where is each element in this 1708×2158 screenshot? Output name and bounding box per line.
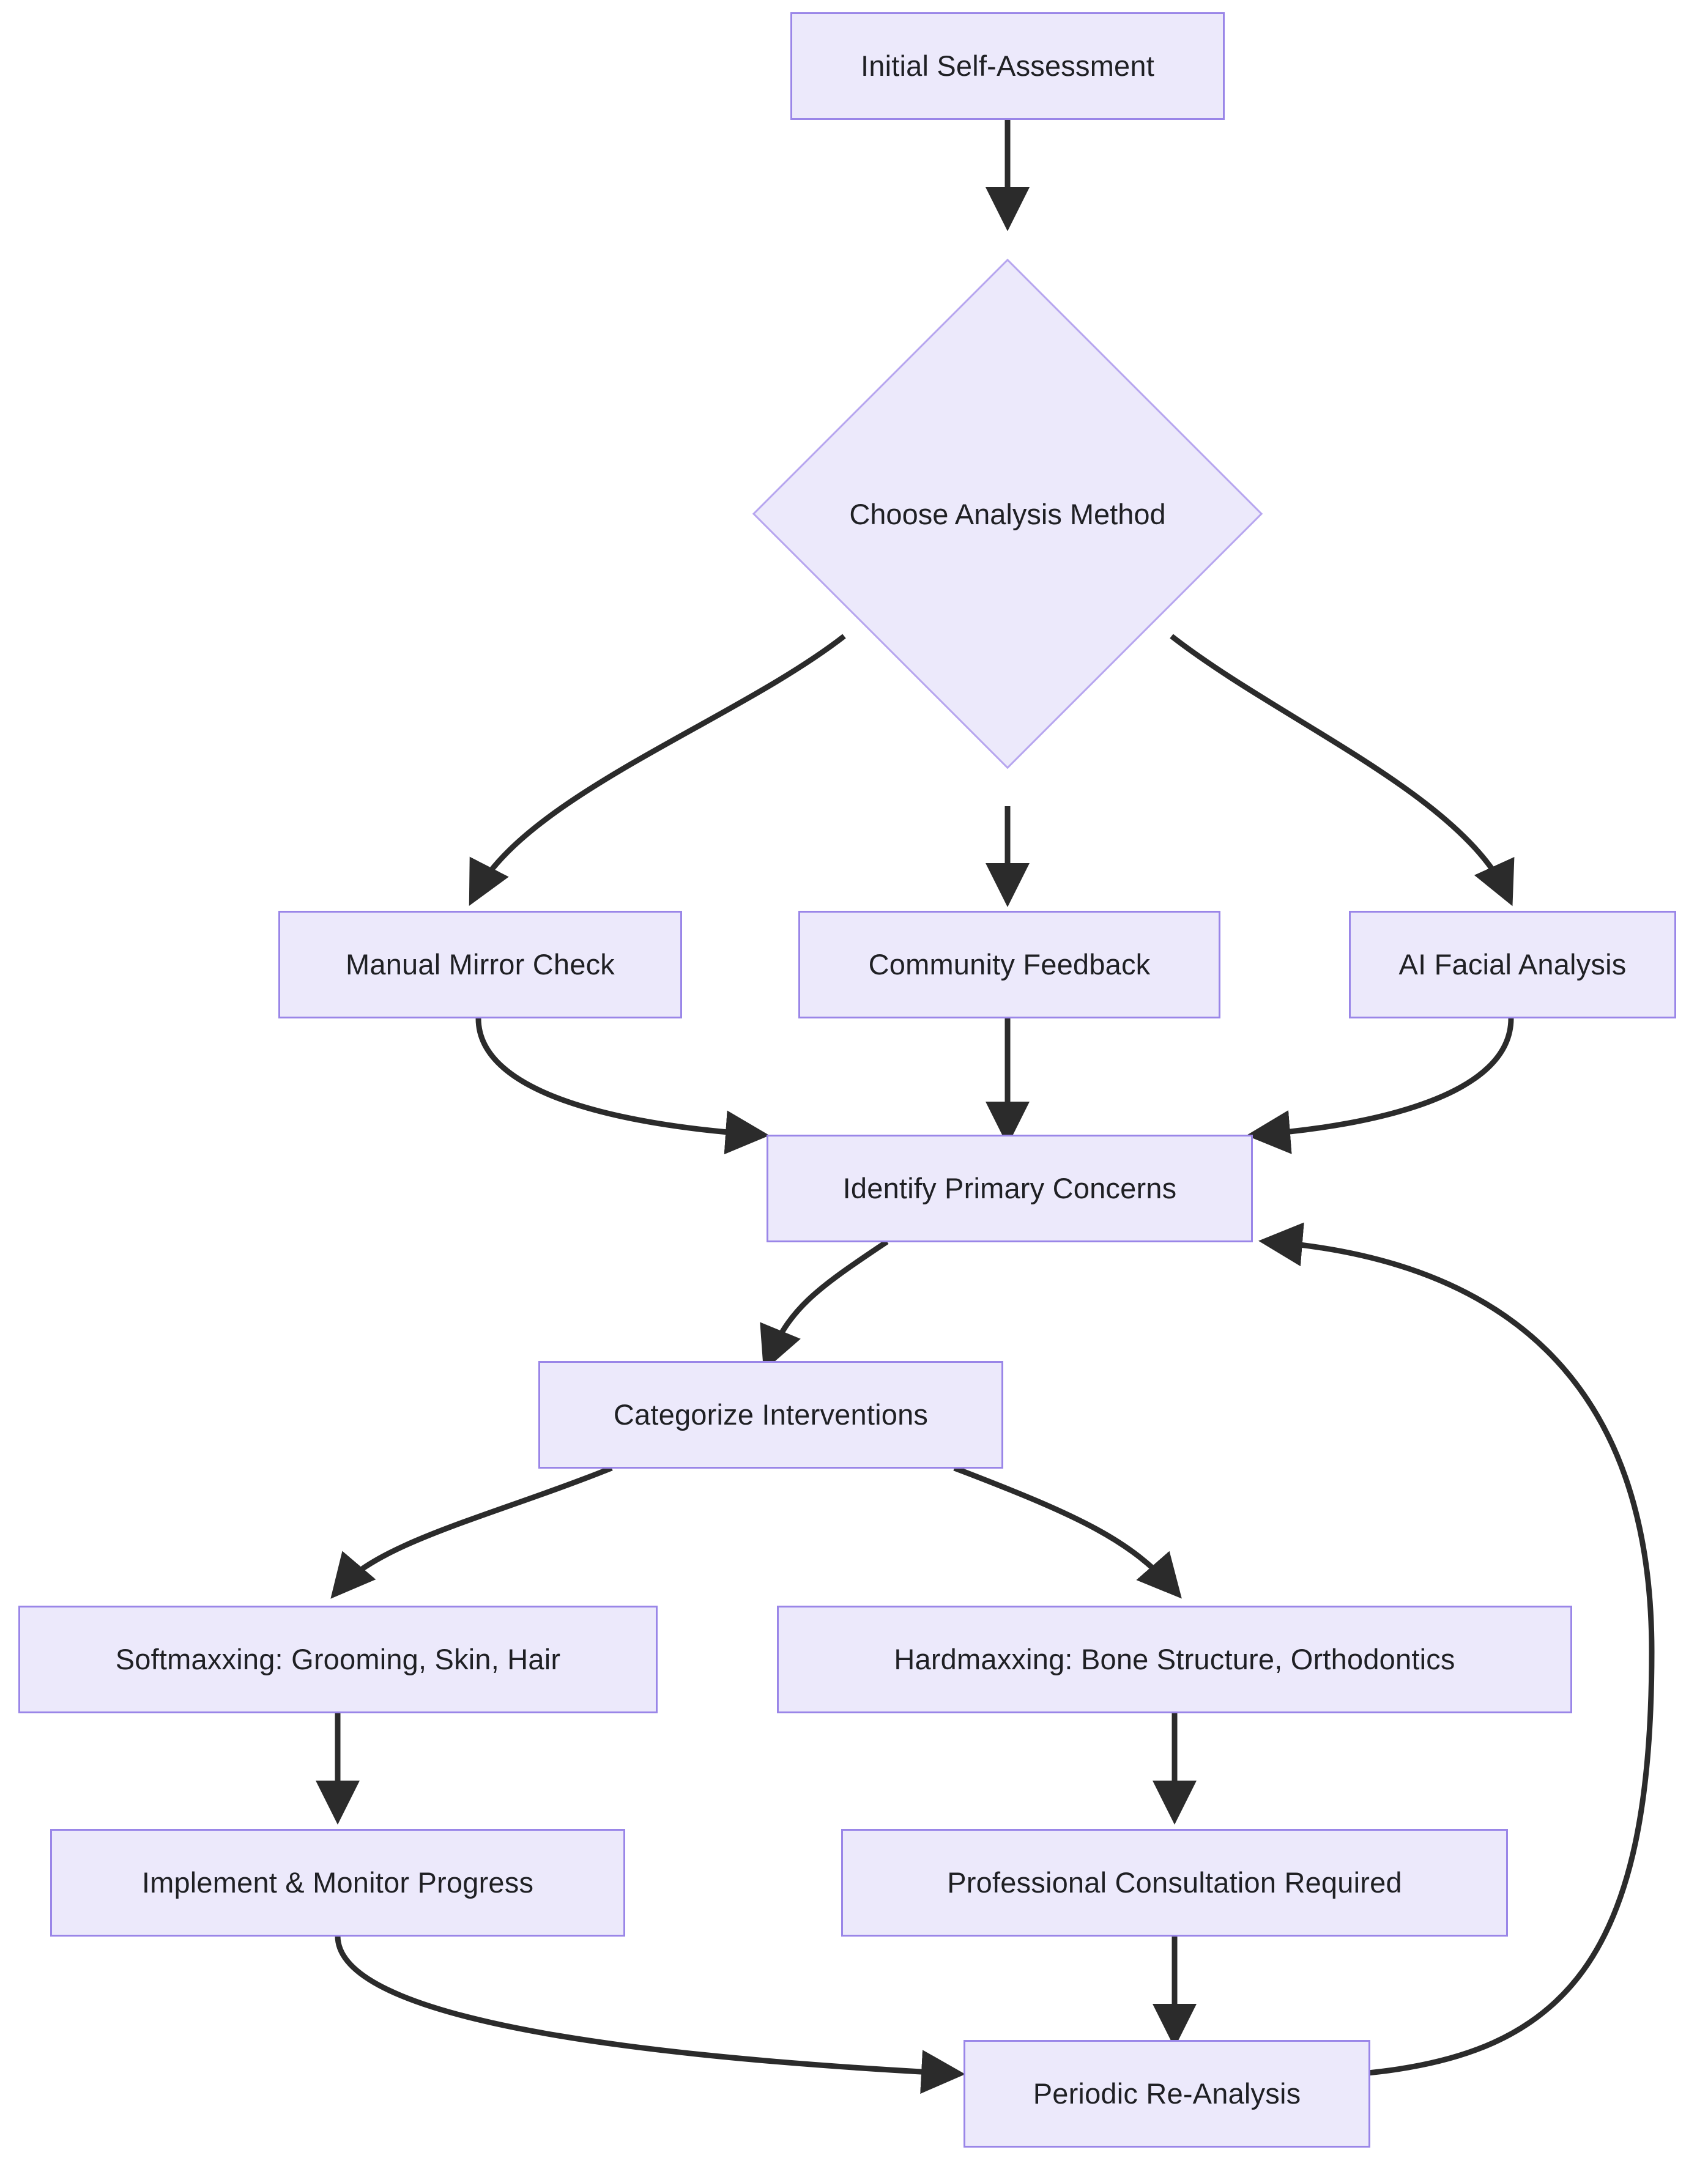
node-label: AI Facial Analysis [1398,947,1627,981]
node-label: Softmaxxing: Grooming, Skin, Hair [115,1642,561,1675]
node-label: Initial Self-Assessment [861,49,1154,82]
edge-manual-concerns [478,1018,759,1135]
node-ai-facial-analysis[interactable] [1349,911,1676,1018]
node-label: Identify Primary Concerns [842,1171,1177,1204]
node-community-feedback[interactable] [798,911,1220,1018]
node-identify-primary-concerns[interactable] [767,1135,1253,1242]
node-periodic-re-analysis[interactable] [964,2040,1370,2148]
node-manual-mirror-check[interactable] [278,911,682,1018]
node-choose-analysis-method-label: Choose Analysis Method [849,497,1166,530]
edge-ai-concerns [1257,1018,1511,1135]
node-categorize-interventions[interactable] [538,1361,1003,1469]
node-label: Manual Mirror Check [346,947,615,981]
node-professional-consultation-required[interactable] [841,1829,1508,1937]
edge-implement-periodic [338,1936,954,2074]
node-softmaxxing[interactable] [18,1606,658,1713]
node-label: Community Feedback [868,947,1151,981]
node-hardmaxxing[interactable] [777,1606,1572,1713]
edge-categorize-hard [954,1468,1175,1590]
edge-choose-manual [474,636,844,896]
node-label: Periodic Re-Analysis [1033,2077,1301,2110]
node-implement-monitor-progress[interactable] [50,1829,625,1937]
edge-categorize-soft [338,1468,612,1590]
node-label: Professional Consultation Required [947,1866,1402,1899]
node-label: Hardmaxxing: Bone Structure, Orthodontics [894,1642,1455,1675]
node-initial-self-assessment[interactable] [790,12,1225,120]
edge-concerns-categorize [768,1242,887,1361]
node-label: Categorize Interventions [613,1398,929,1431]
node-label: Implement & Monitor Progress [141,1866,534,1899]
edge-choose-ai [1171,636,1508,896]
